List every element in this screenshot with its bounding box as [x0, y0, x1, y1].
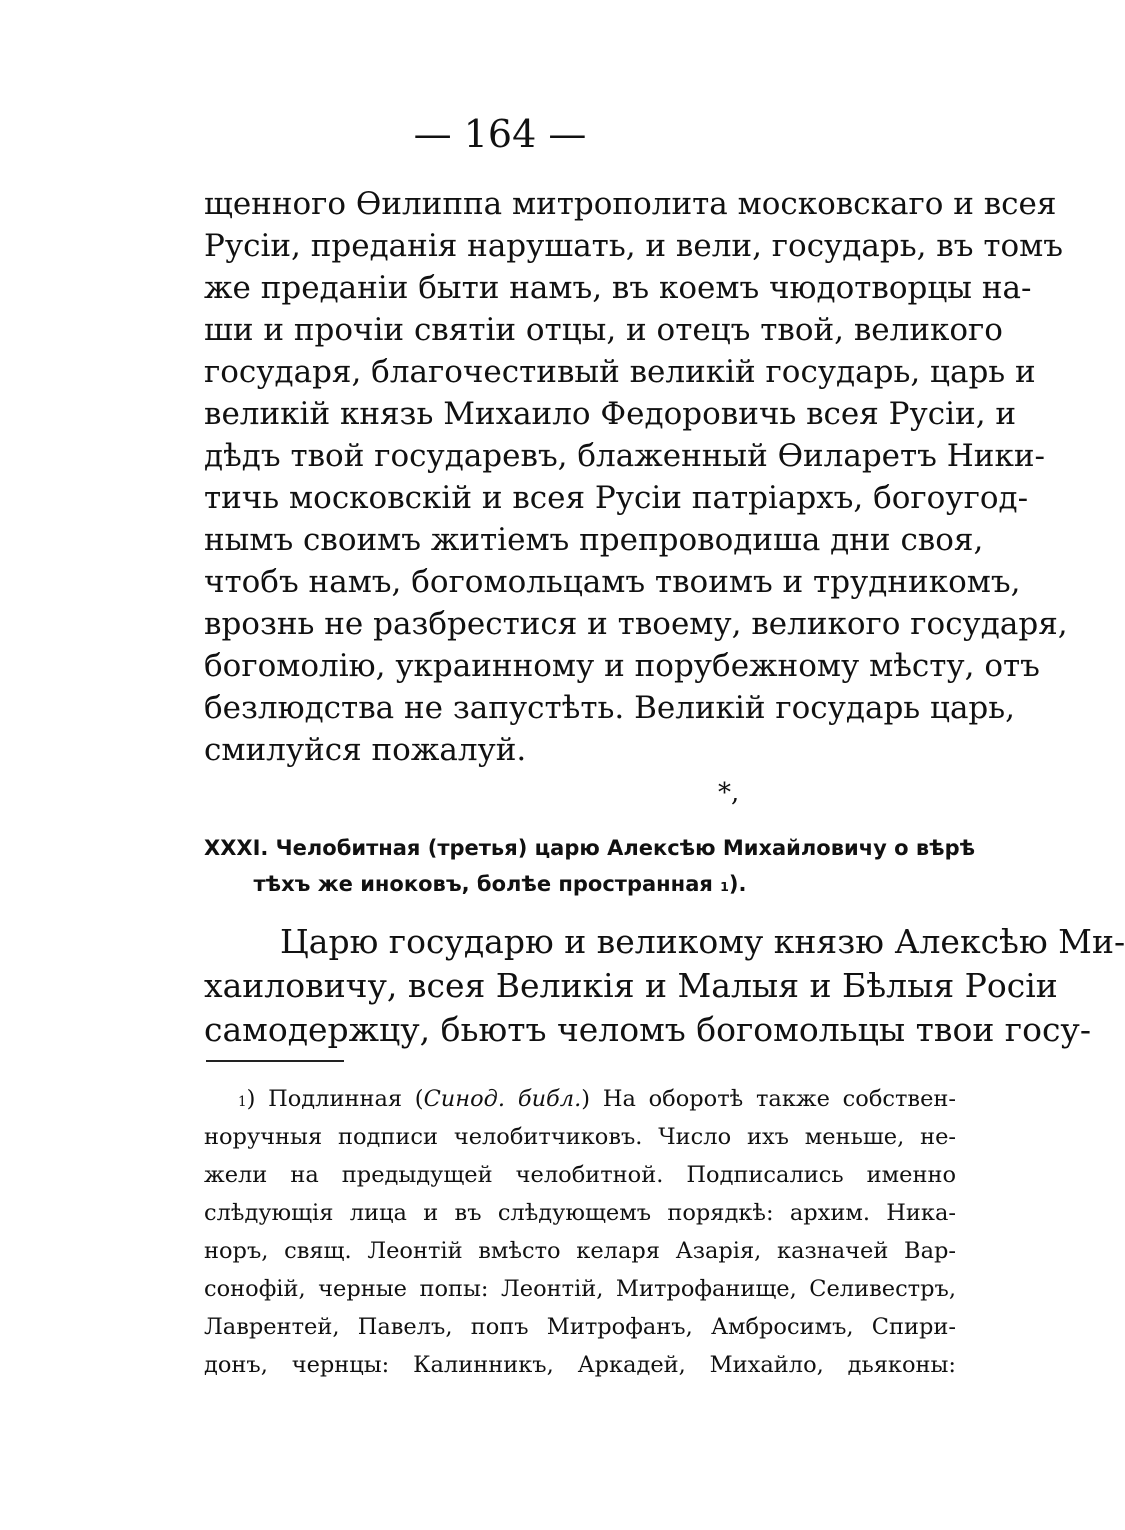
text-line: врознь не разбрестися и твоему, великого государя,: [204, 606, 1068, 642]
text-line: щенного Ѳилиппа митрополита московскаго и всея: [204, 186, 1057, 222]
text-line: смилуйся пожалуй.: [204, 732, 527, 768]
footnote-line: $^1$) Подлинная (Синод. библ.) На оборотѣ также собствен-: [238, 1086, 956, 1112]
text-line: Русіи, преданія нарушать, и вели, государь, въ томъ: [204, 228, 1063, 264]
text-line: Царю государю и великому князю Алексѣю Ми-: [280, 922, 1125, 961]
footnote-line: Лаврентей, Павелъ, попъ Митрофанъ, Амбросимъ, Спири-: [204, 1314, 956, 1340]
section-separator: *,: [718, 778, 740, 808]
footnote-line: норъ, свящ. Леонтій вмѣсто келаря Азарія, казначей Вар-: [204, 1238, 956, 1264]
text-line: же преданіи быти намъ, въ коемъ чюдотворцы на-: [204, 270, 1032, 306]
footnote-marker: 1: [238, 1094, 247, 1110]
text-line: ши и прочіи святіи отцы, и отецъ твой, великого: [204, 312, 1003, 348]
text-line: богомолію, украинному и порубежному мѣсту, отъ: [204, 648, 1040, 684]
text-line: дѣдъ твой государевъ, блаженный Ѳиларетъ Ники-: [204, 438, 1045, 474]
text-line: самодержцу, бьютъ челомъ богомольцы твои госу-: [204, 1010, 1092, 1049]
text-line: нымъ своимъ житіемъ препроводиша дни своя,: [204, 522, 984, 558]
text-line: хаиловичу, всея Великія и Малыя и Бѣлыя Росіи: [204, 966, 1058, 1005]
footnote-line: слѣдующія лица и въ слѣдующемъ порядкѣ: архим. Ника-: [204, 1200, 956, 1226]
footnote-rule: [206, 1060, 344, 1062]
text-line: безлюдства не запустѣть. Великій государь царь,: [204, 690, 1016, 726]
text-line: великій князь Михаило Федоровичь всея Русіи, и: [204, 396, 1017, 432]
heading-line: тѣхъ же иноковъ, болѣе пространная $^1$).: [253, 872, 747, 896]
source-citation: Синод. библ.: [423, 1086, 582, 1112]
footnote-line: сонофій, черные попы: Леонтій, Митрофанище, Селивестръ,: [204, 1276, 956, 1302]
text-line: государя, благочестивый великій государь, царь и: [204, 354, 1036, 390]
text-line: тичь московскій и всея Русіи патріархъ, богоугод-: [204, 480, 1029, 516]
page-number: — 164 —: [413, 112, 587, 156]
footnote-line: норучныя подписи челобитчиковъ. Число ихъ меньше, не-: [204, 1124, 956, 1150]
footnote-line: донъ, чернцы: Калинникъ, Аркадей, Михайло, дьяконы:: [204, 1352, 956, 1378]
heading-line: XXXI. Челобитная (третья) царю Алексѣю Михайловичу о вѣрѣ: [204, 836, 976, 860]
text-line: чтобъ намъ, богомольцамъ твоимъ и трудникомъ,: [204, 564, 1021, 600]
footnote-ref: 1: [720, 879, 729, 894]
footnote-line: жели на предыдущей челобитной. Подписались именно: [204, 1162, 956, 1188]
